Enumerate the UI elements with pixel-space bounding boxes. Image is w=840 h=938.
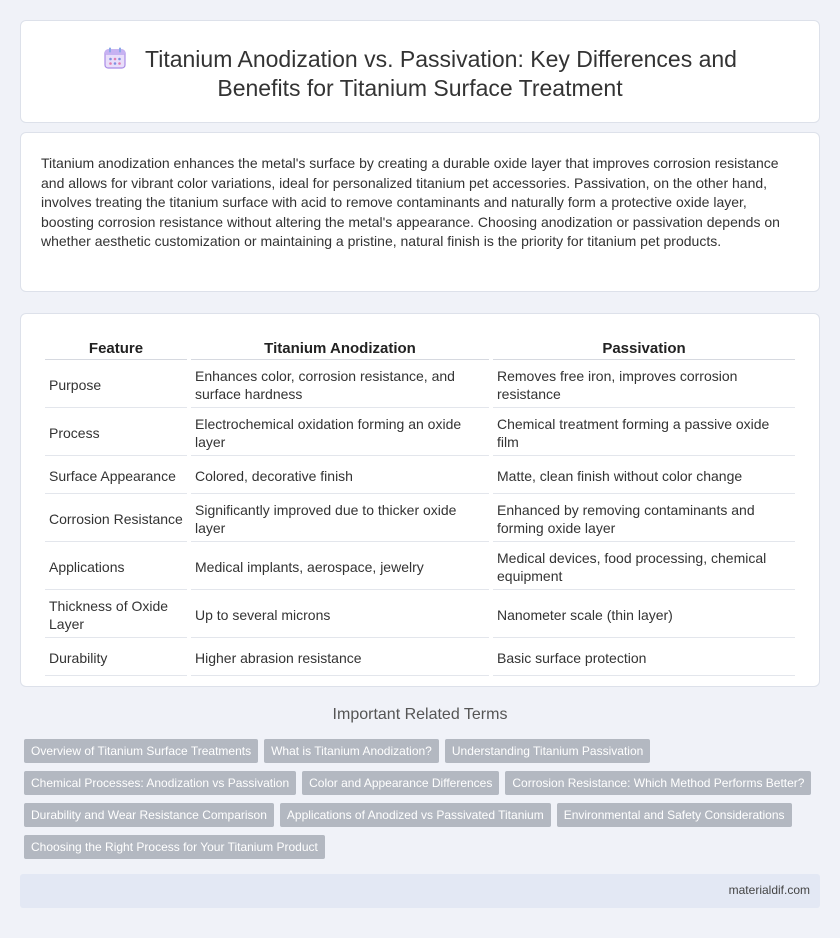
term-row: [24, 739, 824, 763]
header-card: [20, 20, 820, 123]
related-terms-title: Important Related Terms: [332, 706, 508, 723]
cell-anodization: Enhances color, corrosion resistance, and surface hardness: [191, 362, 489, 408]
intro-paragraph: Titanium anodization enhances the metal's surface by creating a durable oxide layer that improves corrosion resistance and allows for vibrant color variations, ideal for personalized titanium pet accessories. Passivation, on the other hand, involves treating the titanium surface with acid to remove contaminants and naturally form a protective oxide layer, boosting corrosion resistance without altering the metal's appearance. Choosing anodization or passivation depends on whether aesthetic customization or maintaining a pristine, natural finish is the priority for titanium pet products.: [41, 155, 780, 249]
comparison-table: [41, 334, 799, 678]
cell-feature: Thickness of Oxide Layer: [45, 592, 187, 638]
header-anodization: Titanium Anodization: [191, 336, 489, 360]
table-row: [45, 410, 795, 456]
cell-passivation: Chemical treatment forming a passive oxide film: [493, 410, 795, 456]
cell-feature: Applications: [45, 544, 187, 590]
cell-passivation: Matte, clean finish without color change: [493, 458, 795, 494]
term-link-durability[interactable]: Durability and Wear Resistance Comparison: [24, 803, 274, 827]
calendar-icon: [103, 46, 127, 70]
table-row: [45, 458, 795, 494]
term-row: [24, 771, 824, 795]
header-passivation: Passivation: [493, 336, 795, 360]
cell-anodization: Electrochemical oxidation forming an oxide layer: [191, 410, 489, 456]
cell-anodization: Significantly improved due to thicker oxide layer: [191, 496, 489, 542]
cell-feature: Corrosion Resistance: [45, 496, 187, 542]
term-link-choosing-process[interactable]: Choosing the Right Process for Your Titanium Product: [24, 835, 325, 859]
term-link-understanding-passivation[interactable]: Understanding Titanium Passivation: [445, 739, 650, 763]
table-row: [45, 592, 795, 638]
table-header-row: [45, 336, 795, 360]
cell-passivation: Medical devices, food processing, chemical equipment: [493, 544, 795, 590]
footer-site-link[interactable]: materialdif.com: [728, 883, 810, 897]
term-link-color-appearance[interactable]: Color and Appearance Differences: [302, 771, 499, 795]
related-terms: [24, 739, 824, 867]
term-link-environmental-safety[interactable]: Environmental and Safety Considerations: [557, 803, 792, 827]
term-link-applications[interactable]: Applications of Anodized vs Passivated Titanium: [280, 803, 551, 827]
cell-passivation: Basic surface protection: [493, 640, 795, 676]
cell-feature: Durability: [45, 640, 187, 676]
header-feature: Feature: [45, 336, 187, 360]
term-link-overview[interactable]: Overview of Titanium Surface Treatments: [24, 739, 258, 763]
intro-card: [20, 132, 820, 292]
term-link-chemical-processes[interactable]: Chemical Processes: Anodization vs Passivation: [24, 771, 296, 795]
cell-anodization: Up to several microns: [191, 592, 489, 638]
cell-anodization: Higher abrasion resistance: [191, 640, 489, 676]
cell-feature: Surface Appearance: [45, 458, 187, 494]
term-link-what-is-anodization[interactable]: What is Titanium Anodization?: [264, 739, 439, 763]
cell-feature: Purpose: [45, 362, 187, 408]
cell-feature: Process: [45, 410, 187, 456]
page-title: Titanium Anodization vs. Passivation: Key Differences and Benefits for Titanium Surface Treatment: [145, 46, 737, 101]
table-row: [45, 496, 795, 542]
table-row: [45, 362, 795, 408]
cell-passivation: Enhanced by removing contaminants and forming oxide layer: [493, 496, 795, 542]
page-title-wrap: [21, 45, 819, 103]
table-row: [45, 544, 795, 590]
footer: [20, 874, 820, 908]
term-link-corrosion-resistance[interactable]: Corrosion Resistance: Which Method Performs Better?: [505, 771, 811, 795]
term-row: [24, 803, 824, 827]
cell-anodization: Medical implants, aerospace, jewelry: [191, 544, 489, 590]
cell-passivation: Removes free iron, improves corrosion resistance: [493, 362, 795, 408]
table-row: [45, 640, 795, 676]
cell-passivation: Nanometer scale (thin layer): [493, 592, 795, 638]
comparison-card: [20, 313, 820, 687]
cell-anodization: Colored, decorative finish: [191, 458, 489, 494]
term-row: [24, 835, 824, 859]
